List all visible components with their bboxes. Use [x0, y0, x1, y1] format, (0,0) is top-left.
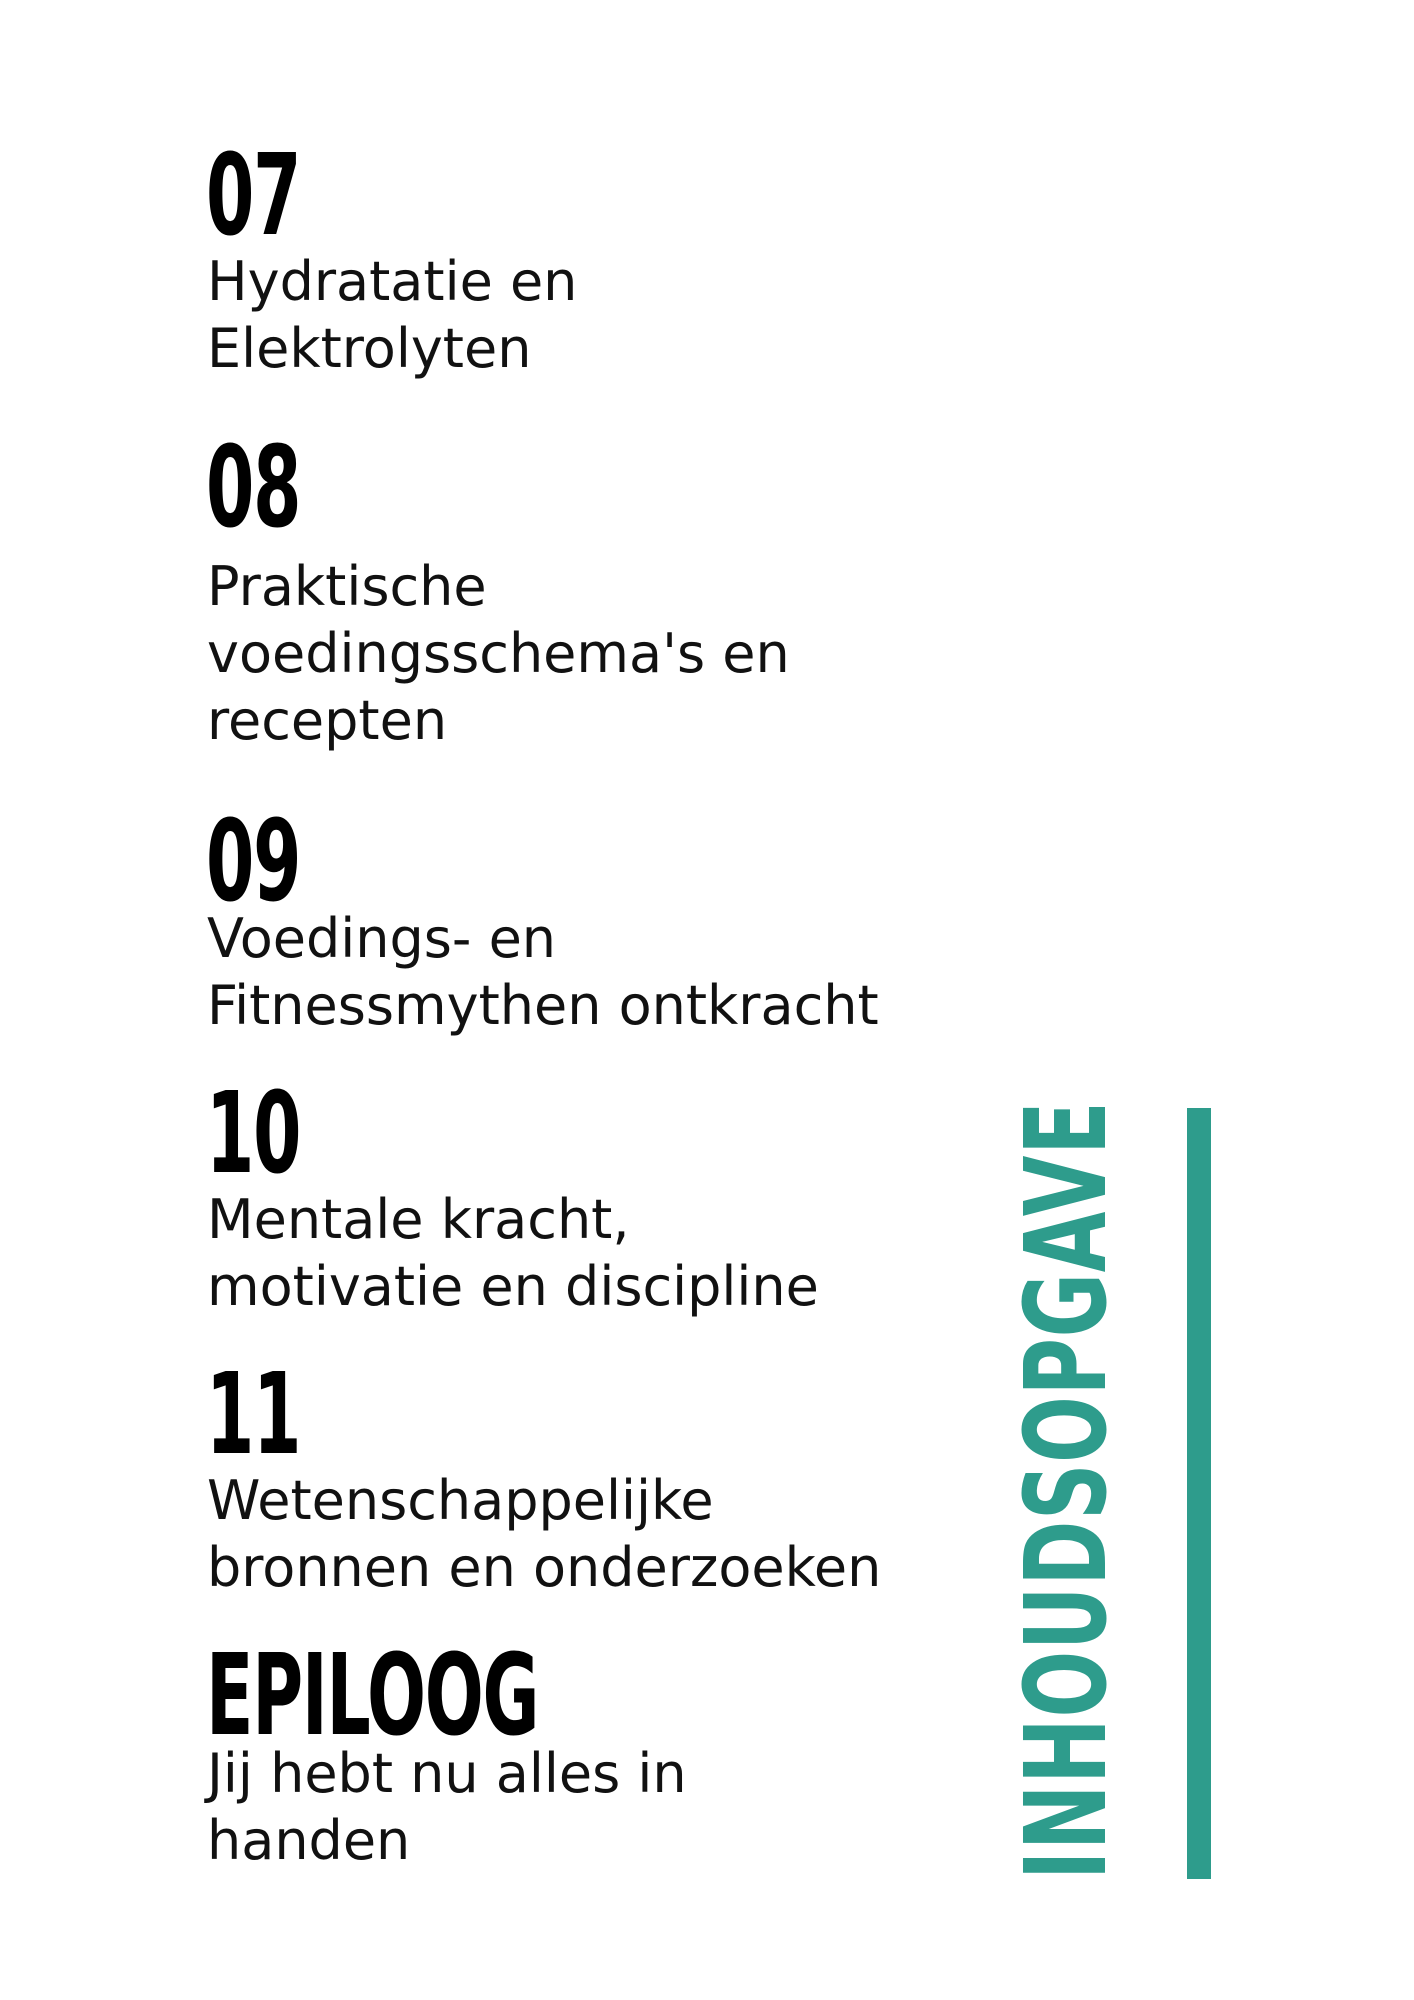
chapter-number-epiloog: EPILOOG — [206, 1631, 539, 1761]
chapter-number-09: 09 — [206, 797, 301, 927]
chapter-title-line: Wetenschappelijke — [207, 1469, 714, 1532]
chapter-title-08 — [207, 553, 790, 754]
chapter-title-line: Elektrolyten — [207, 317, 532, 380]
chapter-title-line: recepten — [207, 689, 448, 752]
chapter-title-line: voedingsschema's en — [207, 622, 790, 685]
chapter-title-line: bronnen en onderzoeken — [207, 1536, 882, 1599]
chapter-number-08: 08 — [206, 423, 301, 553]
chapter-title-line: Fitnessmythen ontkracht — [207, 974, 879, 1037]
chapter-title-line: Voedings- en — [207, 907, 557, 970]
chapter-title-10 — [207, 1186, 819, 1320]
chapter-title-07 — [207, 248, 577, 382]
chapter-title-line: Jij hebt nu alles in — [207, 1742, 687, 1805]
chapter-title-09 — [207, 905, 879, 1039]
chapter-title-line: Hydratatie en — [207, 250, 578, 313]
chapter-number-07: 07 — [206, 131, 301, 261]
toc-heading: INHOUDSOPGAVE — [1002, 1100, 1132, 1880]
chapter-title-line: Praktische — [207, 555, 487, 618]
chapter-number-11: 11 — [206, 1350, 301, 1480]
chapter-title-line: Mentale kracht, — [207, 1188, 630, 1251]
chapter-title-epiloog — [207, 1740, 687, 1874]
chapter-number-10: 10 — [206, 1069, 301, 1199]
chapter-title-line: motivatie en discipline — [207, 1255, 819, 1318]
chapter-title-11 — [207, 1467, 881, 1601]
chapter-title-line: handen — [207, 1809, 411, 1872]
accent-bar — [1187, 1108, 1211, 1879]
